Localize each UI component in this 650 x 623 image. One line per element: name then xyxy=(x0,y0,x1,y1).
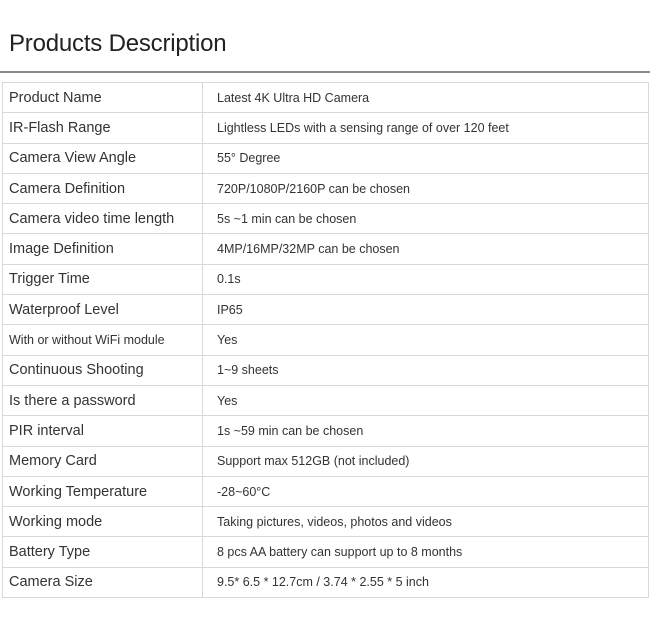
spec-label: Camera Size xyxy=(3,567,203,597)
spec-label: Battery Type xyxy=(3,537,203,567)
spec-value: IP65 xyxy=(203,295,649,325)
table-row xyxy=(3,416,649,446)
spec-label: Waterproof Level xyxy=(3,295,203,325)
table-row xyxy=(3,537,649,567)
spec-label: Product Name xyxy=(3,83,203,113)
spec-value: 55° Degree xyxy=(203,143,649,173)
spec-value: 8 pcs AA battery can support up to 8 months xyxy=(203,537,649,567)
table-row xyxy=(3,507,649,537)
spec-value: Lightless LEDs with a sensing range of over 120 feet xyxy=(203,113,649,143)
table-row xyxy=(3,446,649,476)
spec-value: 720P/1080P/2160P can be chosen xyxy=(203,173,649,203)
spec-label: Is there a password xyxy=(3,385,203,415)
table-row xyxy=(3,295,649,325)
spec-label: Image Definition xyxy=(3,234,203,264)
spec-label: Camera View Angle xyxy=(3,143,203,173)
spec-label: Working Temperature xyxy=(3,476,203,506)
spec-label: Memory Card xyxy=(3,446,203,476)
spec-table xyxy=(2,82,649,598)
spec-value: Latest 4K Ultra HD Camera xyxy=(203,83,649,113)
table-row xyxy=(3,204,649,234)
spec-value: 9.5* 6.5 * 12.7cm / 3.74 * 2.55 * 5 inch xyxy=(203,567,649,597)
spec-label: IR-Flash Range xyxy=(3,113,203,143)
table-row xyxy=(3,234,649,264)
spec-value: Yes xyxy=(203,325,649,355)
table-row xyxy=(3,143,649,173)
spec-value: 4MP/16MP/32MP can be chosen xyxy=(203,234,649,264)
table-row xyxy=(3,264,649,294)
spec-label: PIR interval xyxy=(3,416,203,446)
spec-value: -28~60°C xyxy=(203,476,649,506)
spec-label: Working mode xyxy=(3,507,203,537)
table-row xyxy=(3,355,649,385)
spec-value: 1~9 sheets xyxy=(203,355,649,385)
spec-value: 1s ~59 min can be chosen xyxy=(203,416,649,446)
spec-label: Continuous Shooting xyxy=(3,355,203,385)
spec-value: 5s ~1 min can be chosen xyxy=(203,204,649,234)
spec-value: 0.1s xyxy=(203,264,649,294)
spec-label: Camera Definition xyxy=(3,173,203,203)
title-divider xyxy=(0,71,650,73)
table-row xyxy=(3,83,649,113)
spec-label: Camera video time length xyxy=(3,204,203,234)
table-row xyxy=(3,567,649,597)
page-title: Products Description xyxy=(9,30,227,57)
spec-value: Yes xyxy=(203,385,649,415)
spec-label: Trigger Time xyxy=(3,264,203,294)
table-row xyxy=(3,173,649,203)
spec-label: With or without WiFi module xyxy=(3,325,203,355)
table-row xyxy=(3,325,649,355)
table-row xyxy=(3,385,649,415)
spec-value: Support max 512GB (not included) xyxy=(203,446,649,476)
spec-value: Taking pictures, videos, photos and videos xyxy=(203,507,649,537)
table-row xyxy=(3,113,649,143)
table-row xyxy=(3,476,649,506)
